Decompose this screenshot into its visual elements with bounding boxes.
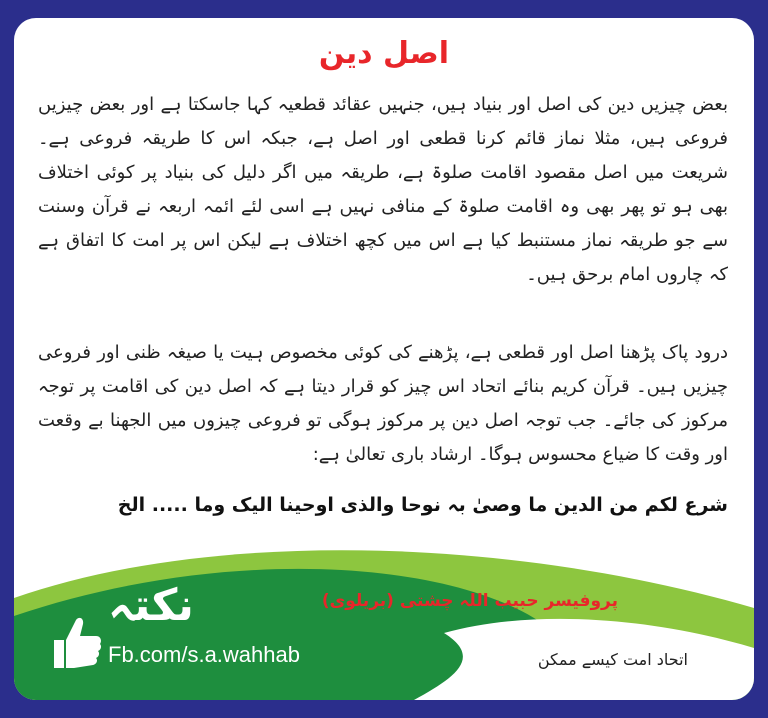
brand-logo-text: نکتہ (108, 580, 194, 631)
paragraph-1: بعض چیزیں دین کی اصل اور بنیاد ہیں، جنہیں عقائد قطعیہ کہا جاسکتا ہے اور بعض چیزیں فروعی ہیں، مثلا نماز قائم کرنا قطعی اور اصل ہے، جبکہ اس کا طریقہ فروعی ہے۔ شریعت میں اصل مقصود اقامت صلوۃ ہے، طریقہ میں اگر دلیل کی بنیاد پر کوئی اختلاف بھی ہو تو پھر بھی وہ اقامت صلوۃ کے منافی نہیں ہے اسی لئے ائمہ اربعہ نے قرآن وسنت سے جو طریقہ نماز مستنبط کیا ہے اس میں کچھ اختلاف ہے لیکن اس پر امت کا اتفاق ہے کہ چاروں امام برحق ہیں۔ (38, 94, 728, 285)
tagline: اتحاد امت کیسے ممکن (537, 650, 688, 669)
paragraph-2: درود پاک پڑھنا اصل اور قطعی ہے، پڑھنے کی کوئی مخصوص ہیت یا صیغہ ظنی اور فروعی چیزیں ہیں۔ قرآن کریم بنائے اتحاد اس چیز کو قرار دیتا ہے کہ اصل دین کی اقامت پر توجہ مرکوز کی جائے۔ جب توجہ اصل دین پر مرکوز ہوگی تو فروعی چیزوں میں الجھنا بے وقعت اور وقت کا ضیاع محسوس ہوگا۔ ارشاد باری تعالیٰ ہے: (38, 342, 728, 465)
author-name: پروفیسر حبیب اللہ چشتی (بریلوی) (321, 591, 618, 611)
verse-line: شرع لکم من الدین ما وصیٰ بہ نوحا والذی اوحینا الیک وما ..... الخ (117, 494, 728, 516)
page-title: اصل دین (318, 36, 450, 71)
facebook-link[interactable]: Fb.com/s.a.wahhab (108, 642, 300, 667)
thumbs-up-icon (48, 612, 104, 672)
